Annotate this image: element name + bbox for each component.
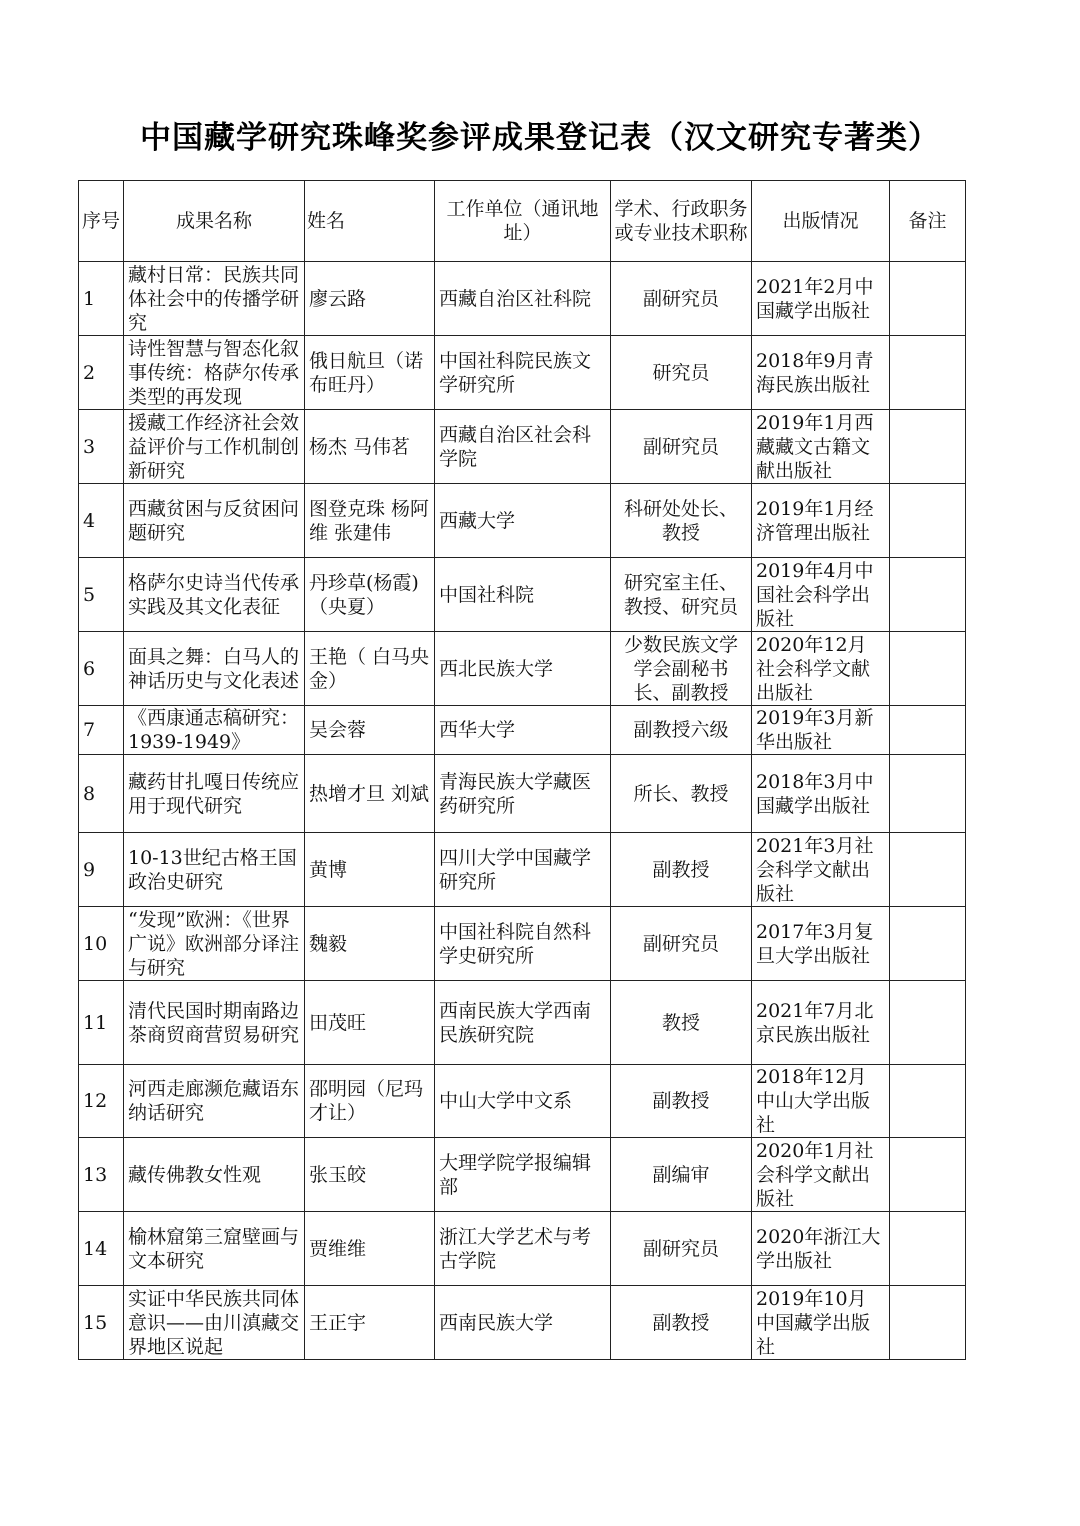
table-row [79,907,966,981]
cell-note [890,262,966,336]
cell-number: 3 [79,410,124,484]
cell-title: “发现”欧洲：《世界广说》欧洲部分译注与研究 [124,907,305,981]
table-row [79,833,966,907]
cell-note [890,833,966,907]
cell-title: 格萨尔史诗当代传承实践及其文化表征 [124,558,305,632]
header-no: 序号 [79,181,124,262]
cell-note [890,484,966,558]
table-row [79,1286,966,1360]
cell-rank: 研究室主任、教授、研究员 [611,558,752,632]
table-row [79,981,966,1065]
cell-rank: 教授 [611,981,752,1065]
cell-publication: 2018年12月中山大学出版社 [752,1065,890,1138]
cell-author: 热增才旦 刘斌 [305,755,435,833]
cell-unit: 四川大学中国藏学研究所 [435,833,611,907]
cell-unit: 中国社科院民族文学研究所 [435,336,611,410]
cell-unit: 西藏自治区社科院 [435,262,611,336]
header-rank: 学术、行政职务或专业技术职称 [611,181,752,262]
cell-note [890,1286,966,1360]
cell-author: 吴会蓉 [305,706,435,755]
cell-rank: 副教授 [611,833,752,907]
cell-note [890,981,966,1065]
cell-number: 2 [79,336,124,410]
cell-note [890,1065,966,1138]
cell-publication: 2020年浙江大学出版社 [752,1212,890,1286]
registration-table [78,180,966,1360]
cell-unit: 西北民族大学 [435,632,611,706]
cell-author: 王艳（ 白马央金） [305,632,435,706]
cell-publication: 2018年3月中国藏学出版社 [752,755,890,833]
cell-number: 13 [79,1138,124,1212]
cell-number: 9 [79,833,124,907]
cell-author: 杨杰 马伟茗 [305,410,435,484]
cell-unit: 中国社科院自然科学史研究所 [435,907,611,981]
cell-note [890,1212,966,1286]
header-pub: 出版情况 [752,181,890,262]
cell-unit: 青海民族大学藏医药研究所 [435,755,611,833]
cell-number: 6 [79,632,124,706]
header-note: 备注 [890,181,966,262]
cell-title: 西藏贫困与反贫困问题研究 [124,484,305,558]
cell-note [890,632,966,706]
cell-title: 榆林窟第三窟壁画与文本研究 [124,1212,305,1286]
cell-publication: 2019年1月经济管理出版社 [752,484,890,558]
cell-publication: 2018年9月青海民族出版社 [752,336,890,410]
cell-number: 14 [79,1212,124,1286]
cell-number: 8 [79,755,124,833]
cell-rank: 所长、教授 [611,755,752,833]
cell-unit: 中国社科院 [435,558,611,632]
cell-title: 藏传佛教女性观 [124,1138,305,1212]
cell-title: 10-13世纪古格王国政治史研究 [124,833,305,907]
cell-unit: 西华大学 [435,706,611,755]
cell-number: 4 [79,484,124,558]
cell-publication: 2019年3月新华出版社 [752,706,890,755]
header-name: 姓名 [305,181,435,262]
cell-unit: 浙江大学艺术与考古学院 [435,1212,611,1286]
cell-rank: 副研究员 [611,262,752,336]
cell-publication: 2021年7月北京民族出版社 [752,981,890,1065]
table-row [79,632,966,706]
cell-note [890,336,966,410]
table-row [79,410,966,484]
cell-author: 邵明园（尼玛才让） [305,1065,435,1138]
cell-note [890,558,966,632]
cell-publication: 2019年10月中国藏学出版社 [752,1286,890,1360]
table-row [79,484,966,558]
cell-title: 实证中华民族共同体意识——由川滇藏交界地区说起 [124,1286,305,1360]
cell-unit: 中山大学中文系 [435,1065,611,1138]
cell-author: 俄日航旦（诺布旺丹） [305,336,435,410]
cell-title: 清代民国时期南路边茶商贸商营贸易研究 [124,981,305,1065]
cell-rank: 副研究员 [611,410,752,484]
cell-title: 诗性智慧与智态化叙事传统：格萨尔传承类型的再发现 [124,336,305,410]
table-row [79,755,966,833]
cell-author: 王正宇 [305,1286,435,1360]
table-row [79,1212,966,1286]
page-title: 中国藏学研究珠峰奖参评成果登记表（汉文研究专著类） [140,120,940,156]
table-row [79,336,966,410]
cell-author: 廖云路 [305,262,435,336]
cell-rank: 副教授 [611,1286,752,1360]
cell-number: 15 [79,1286,124,1360]
cell-rank: 副研究员 [611,1212,752,1286]
cell-publication: 2017年3月复旦大学出版社 [752,907,890,981]
cell-title: 《西康通志稿研究：1939-1949》 [124,706,305,755]
cell-rank: 副编审 [611,1138,752,1212]
cell-title: 河西走廊濒危藏语东纳话研究 [124,1065,305,1138]
cell-number: 1 [79,262,124,336]
cell-unit: 大理学院学报编辑部 [435,1138,611,1212]
cell-number: 12 [79,1065,124,1138]
cell-author: 张玉皎 [305,1138,435,1212]
cell-note [890,706,966,755]
cell-title: 藏药甘扎嘎日传统应用于现代研究 [124,755,305,833]
cell-note [890,1138,966,1212]
cell-rank: 副教授六级 [611,706,752,755]
cell-publication: 2020年1月社会科学文献出版社 [752,1138,890,1212]
cell-rank: 科研处处长、教授 [611,484,752,558]
table-row [79,1138,966,1212]
cell-author: 贾维维 [305,1212,435,1286]
cell-note [890,410,966,484]
cell-rank: 少数民族文学学会副秘书长、副教授 [611,632,752,706]
cell-note [890,907,966,981]
table-row [79,262,966,336]
cell-number: 11 [79,981,124,1065]
cell-note [890,755,966,833]
table-row [79,558,966,632]
cell-author: 田茂旺 [305,981,435,1065]
cell-publication: 2021年2月中国藏学出版社 [752,262,890,336]
cell-title: 面具之舞：白马人的神话历史与文化表述 [124,632,305,706]
header-row [79,181,966,262]
table-row [79,1065,966,1138]
cell-author: 黄博 [305,833,435,907]
cell-rank: 副教授 [611,1065,752,1138]
cell-publication: 2020年12月社会科学文献出版社 [752,632,890,706]
header-title: 成果名称 [124,181,305,262]
cell-author: 魏毅 [305,907,435,981]
cell-publication: 2019年4月中国社会科学出版社 [752,558,890,632]
cell-number: 10 [79,907,124,981]
cell-title: 藏村日常：民族共同体社会中的传播学研究 [124,262,305,336]
cell-number: 7 [79,706,124,755]
header-unit: 工作单位（通讯地址） [435,181,611,262]
table-row [79,706,966,755]
cell-publication: 2021年3月社会科学文献出版社 [752,833,890,907]
cell-unit: 西藏自治区社会科学院 [435,410,611,484]
cell-title: 援藏工作经济社会效益评价与工作机制创新研究 [124,410,305,484]
cell-rank: 副研究员 [611,907,752,981]
cell-number: 5 [79,558,124,632]
cell-publication: 2019年1月西藏藏文古籍文献出版社 [752,410,890,484]
cell-unit: 西南民族大学西南民族研究院 [435,981,611,1065]
cell-unit: 西南民族大学 [435,1286,611,1360]
cell-rank: 研究员 [611,336,752,410]
cell-author: 图登克珠 杨阿维 张建伟 [305,484,435,558]
cell-unit: 西藏大学 [435,484,611,558]
cell-author: 丹珍草(杨霞)（央夏） [305,558,435,632]
